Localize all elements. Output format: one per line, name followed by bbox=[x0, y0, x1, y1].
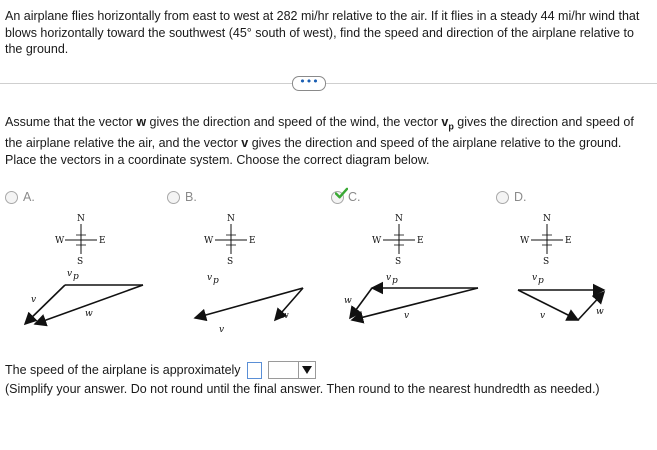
option-a-label: A. bbox=[23, 190, 35, 204]
compass-a bbox=[55, 214, 106, 267]
svg-text:v: v bbox=[404, 311, 410, 321]
svg-text:N: N bbox=[543, 214, 551, 224]
svg-text:N: N bbox=[77, 214, 85, 224]
compass-d bbox=[520, 214, 572, 267]
problem-statement: An airplane flies horizontally from east to west at 282 mi/hr relative to the air. If it flies in a steady 44 mi/hr wind that blows horizontally toward the southwest (45° south of west), find the speed and direction of the airplane relative to the ground. bbox=[5, 9, 640, 56]
svg-text:E: E bbox=[249, 236, 256, 246]
option-b[interactable] bbox=[167, 190, 317, 335]
answer-hint: (Simplify your answer. Do not round until the final answer. Then round to the nearest hundredth as needed.) bbox=[5, 382, 600, 396]
compass-c bbox=[372, 214, 424, 267]
svg-text:v: v bbox=[386, 273, 392, 283]
speed-answer-input[interactable] bbox=[247, 362, 262, 379]
svg-text:N: N bbox=[227, 214, 235, 224]
svg-text:w: w bbox=[281, 311, 289, 321]
dropdown-arrow[interactable] bbox=[298, 362, 315, 378]
diagram-b bbox=[167, 190, 317, 335]
vector-vp-label: $v_p$ bbox=[441, 115, 454, 132]
svg-text:p: p bbox=[213, 276, 219, 286]
svg-text:w: w bbox=[596, 307, 604, 317]
svg-text:S: S bbox=[543, 257, 550, 267]
svg-text:N: N bbox=[395, 214, 403, 224]
speed-question bbox=[5, 361, 316, 379]
svg-text:v: v bbox=[31, 295, 37, 305]
compass-b bbox=[204, 214, 256, 267]
option-b-label: B. bbox=[185, 190, 197, 204]
speed-text: The speed of the airplane is approximately bbox=[5, 363, 241, 377]
svg-text:W: W bbox=[372, 236, 382, 246]
more-options-button[interactable]: ••• bbox=[292, 76, 326, 91]
vector-v-label: v bbox=[241, 136, 249, 150]
svg-text:W: W bbox=[520, 236, 530, 246]
svg-text:E: E bbox=[565, 236, 572, 246]
svg-text:E: E bbox=[417, 236, 424, 246]
svg-text:p: p bbox=[73, 272, 79, 282]
instructions: Assume that the vector w gives the direction and speed of the wind, the vector $v_p$ gives the direction and speed of the airplane relative the air, and the vector v gives the direction and speed of the airplane relative to the ground. Place the vectors in a coordinate system. Choose the correct diagram below. bbox=[5, 115, 634, 167]
option-c[interactable] bbox=[330, 190, 485, 335]
section-divider bbox=[0, 83, 657, 84]
diagram-d bbox=[496, 190, 646, 335]
option-d[interactable] bbox=[496, 190, 646, 335]
option-d-label: D. bbox=[514, 190, 527, 204]
svg-text:E: E bbox=[99, 236, 106, 246]
svg-text:S: S bbox=[77, 257, 84, 267]
diagram-c bbox=[330, 190, 485, 335]
chevron-down-icon bbox=[302, 366, 312, 374]
svg-text:W: W bbox=[204, 236, 214, 246]
svg-text:S: S bbox=[395, 257, 402, 267]
vector-w-label: w bbox=[136, 115, 147, 129]
svg-text:S: S bbox=[227, 257, 234, 267]
svg-text:v: v bbox=[219, 325, 225, 335]
diagram-a bbox=[5, 190, 155, 335]
svg-text:p: p bbox=[538, 276, 544, 286]
svg-text:w: w bbox=[85, 309, 93, 319]
svg-text:v: v bbox=[67, 269, 73, 279]
option-c-label: C. bbox=[348, 190, 361, 204]
svg-text:v: v bbox=[540, 311, 546, 321]
svg-text:W: W bbox=[55, 236, 65, 246]
unit-dropdown[interactable] bbox=[268, 361, 316, 379]
svg-text:v: v bbox=[532, 273, 538, 283]
svg-text:p: p bbox=[392, 276, 398, 286]
option-a[interactable] bbox=[5, 190, 155, 335]
svg-text:w: w bbox=[344, 296, 352, 306]
svg-text:v: v bbox=[207, 273, 213, 283]
